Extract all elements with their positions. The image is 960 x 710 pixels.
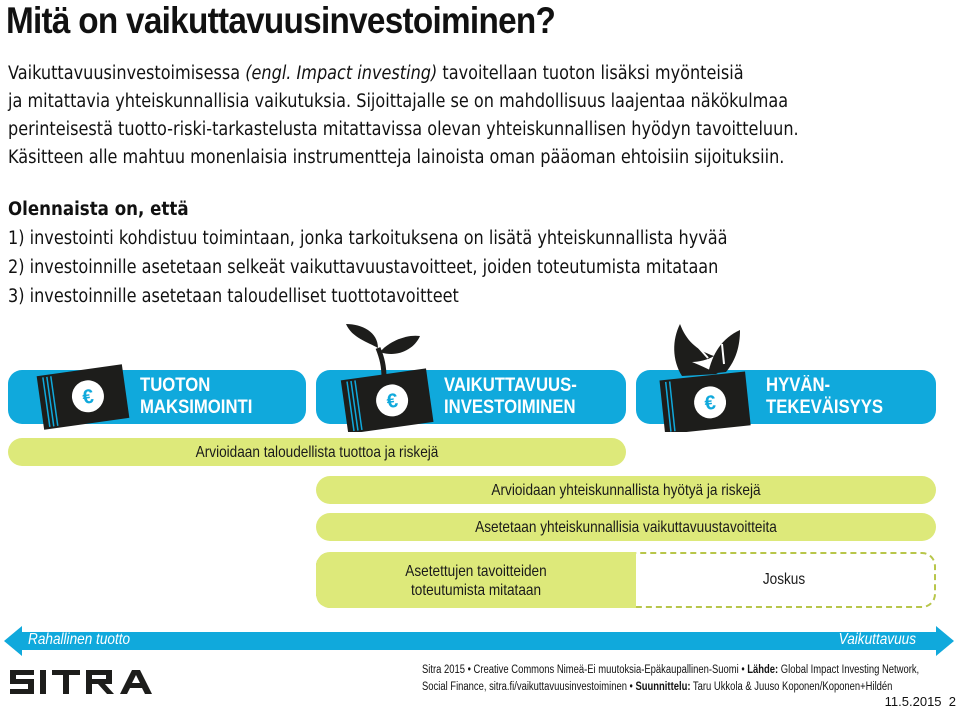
euro-symbol: € (703, 391, 717, 415)
page-title: Mitä on vaikuttavuusinvestoiminen? (6, 0, 556, 41)
row-measurement-label: Asetettujen tavoitteiden toteutumista mitataan (405, 563, 547, 599)
intro-line-4: Käsitteen alle mahtuu monenlaisia instrumentteja lainoista oman pääoman ehtoisiin sijoituksiin. (8, 147, 785, 168)
criteria-item-2: 2) investoinnille asetetaan selkeät vaikuttavuustavoitteet, joiden toteutumista mitataan (8, 257, 719, 278)
footer-credits-line-1: Sitra 2015 • Creative Commons Nimeä-Ei muutoksia-Epäkaupallinen-Suomi • Lähde: Global Impact Investing Network, (422, 664, 920, 676)
category-3-label: HYVÄN- TEKEVÄISYYS (766, 375, 884, 418)
criteria-heading: Olennaista on, että (8, 199, 189, 220)
row-impact-targets-label: Asetetaan yhteiskunnallisia vaikuttavuustavoitteita (475, 519, 777, 536)
euro-symbol: € (385, 389, 400, 414)
category-1-label: TUOTON MAKSIMOINTI (140, 375, 253, 418)
page-number: 2 (948, 694, 956, 709)
page-info (885, 694, 956, 709)
row-measurement-sometimes: Joskus (762, 571, 806, 588)
row-social-benefit-label: Arvioidaan yhteiskunnallista hyötyä ja riskejä (491, 482, 761, 499)
category-2-label: VAIKUTTAVUUS- INVESTOIMINEN (444, 375, 577, 418)
footer-credits-line-2: Social Finance, sitra.fi/vaikuttavuusinvestoiminen • Suunnittelu: Taru Ukkola & Juuso Koponen/Koponen+Hildén (422, 681, 893, 693)
intro-line-3: perinteisestä tuotto-riski-tarkastelusta mitattavissa olevan yhteiskunnallisen hyödyn tavoitteluun. (8, 119, 799, 140)
criteria-item-3: 3) investoinnille asetetaan taloudelliset tuottotavoitteet (8, 286, 459, 307)
criteria-item-1: 1) investointi kohdistuu toimintaan, jonka tarkoituksena on lisätä yhteiskunnallista hyvää (8, 228, 728, 249)
winged-wallet-icon (652, 320, 758, 432)
axis-arrow (4, 624, 954, 658)
axis-left-label: Rahallinen tuotto (28, 631, 131, 648)
intro-line-2: ja mitattavia yhteiskunnallisia vaikutuksia. Sijoittajalle se on mahdollisuus laajentaa näkökulmaa (8, 91, 789, 112)
wallet-euro-icon (36, 364, 130, 430)
sitra-logo (8, 664, 158, 698)
sprout-wallet-icon (338, 318, 438, 432)
row-financial-return-label: Arvioidaan taloudellista tuottoa ja riskejä (195, 444, 439, 461)
intro-line-1: Vaikuttavuusinvestoimisessa (engl. Impact investing) tavoitellaan tuoton lisäksi myönteisiä (8, 63, 744, 84)
slide-date: 11.5.2015 (884, 694, 942, 709)
intro-paragraph (8, 60, 843, 172)
axis-right-label: Vaikuttavuus (838, 631, 916, 648)
euro-symbol: € (81, 385, 96, 409)
